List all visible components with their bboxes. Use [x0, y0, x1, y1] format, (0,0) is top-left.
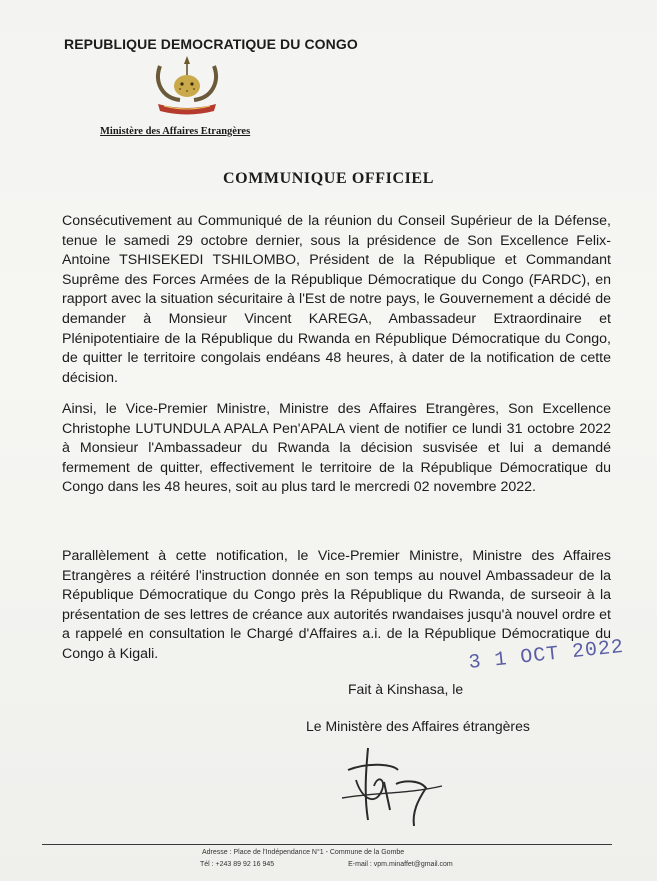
place-line: Fait à Kinshasa, le: [348, 681, 464, 697]
paragraph-2: Ainsi, le Vice-Premier Ministre, Ministre des Affaires Etrangères, Son Excellence Christophe LUTUNDULA APALA Pen'APALA vient de notifier ce lundi 31 octobre 2022 à Monsieur l'Ambassadeur du Rwanda la décision susvisée et lui a demandé fermement de quitter, effectivement le territoire de la République Démocratique du Congo dans les 48 heures, soit au plus tard le mercredi 02 novembre 2022.: [62, 401, 611, 496]
republic-heading: REPUBLIQUE DEMOCRATIQUE DU CONGO: [64, 36, 358, 52]
signatory-line: Le Ministère des Affaires étrangères: [306, 718, 530, 734]
paragraph-1: Consécutivement au Communiqué de la réunion du Conseil Supérieur de la Défense, tenue le samedi 29 octobre dernier, sous la présidence de Son Excellence Felix-Antoine TSHISEKEDI TSHILOMBO, Président de la République et Commandant Suprême des Forces Armées de la République Démocratique du Congo (FARDC), en rapport avec la situation sécuritaire à l'Est de notre pays, le Gouvernement a décidé de demander à Monsieur Vincent KAREGA, Ambassadeur Extraordinaire et Plénipotentiaire de la République du Rwanda en République Démocratique du Congo, de quitter le territoire congolais endéans 48 heures, à dater de la notification de cette décision.: [62, 213, 611, 386]
ministry-heading: Ministère des Affaires Etrangères: [100, 126, 251, 137]
footer-phone: Tél : +243 89 92 16 945: [200, 861, 275, 868]
footer-divider: [42, 844, 612, 845]
footer-email: E-mail : vpm.minaffet@gmail.com: [348, 861, 453, 868]
footer-address: Adresse : Place de l'Indépendance N°1 - Commune de la Gombe: [202, 849, 405, 856]
signature-icon: [338, 740, 448, 830]
paragraph-3: Parallèlement à cette notification, le Vice-Premier Ministre, Ministre des Affaires Etrangères a réitéré l'instruction donnée en son temps au nouvel Ambassadeur de la République Démocratique du Congo près la République du Rwanda, de surseoir à la présentation de ses lettres de créance aux autorités rwandaises jusqu'à nouvel ordre et a rappelé en consultation le Chargé d'Affaires a.i. de la République Démocratique du Congo à Kigali.: [62, 548, 611, 662]
coat-of-arms-icon: [150, 56, 224, 118]
footer-contact: [200, 861, 453, 868]
document-title: COMMUNIQUE OFFICIEL: [223, 170, 434, 187]
date-stamp: 3 1 OCT 2022: [467, 635, 626, 675]
